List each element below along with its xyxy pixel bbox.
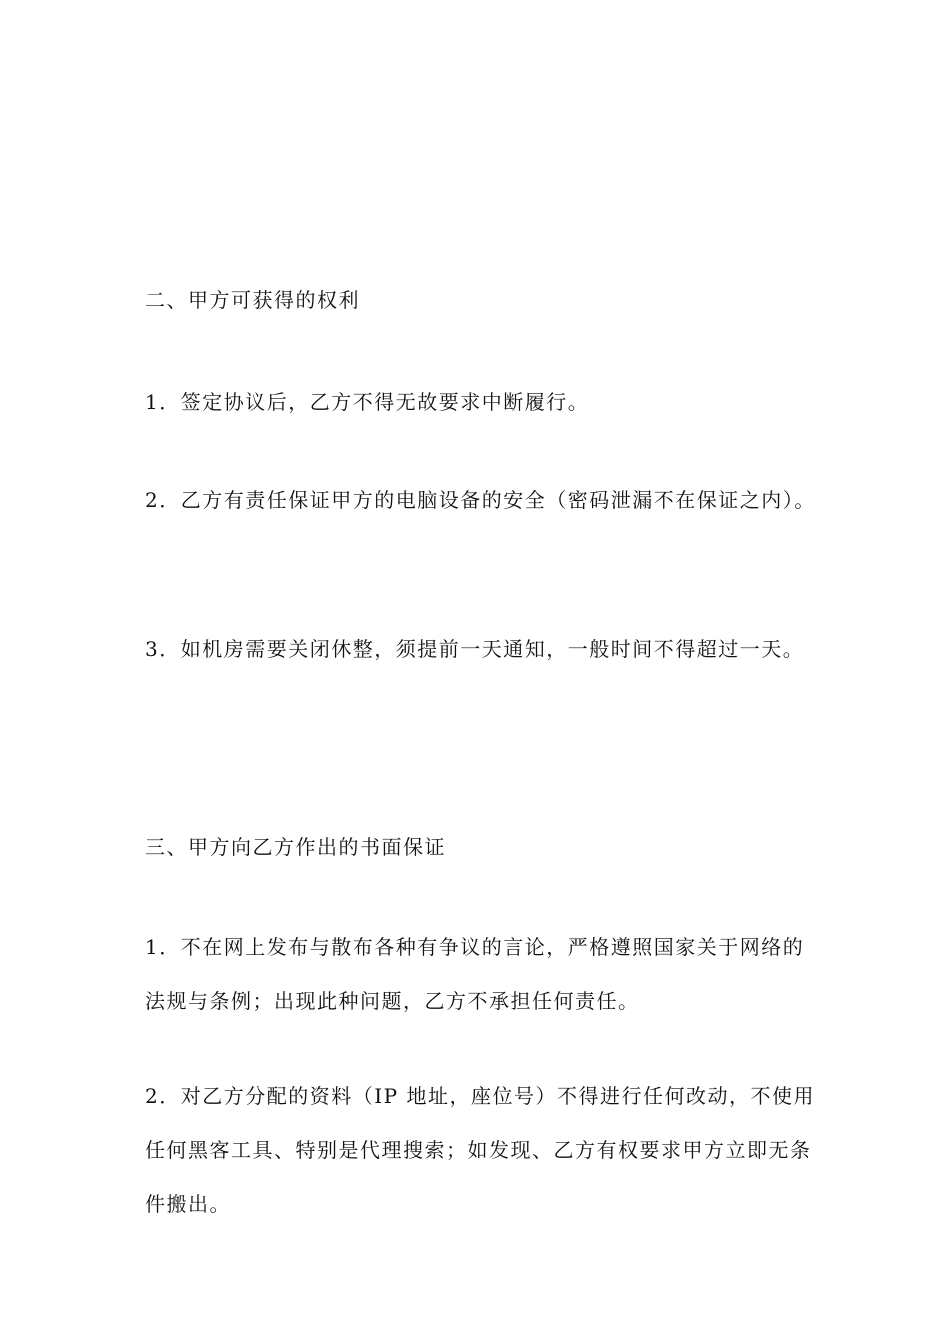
section-2-item-1: 1．签定协议后，乙方不得无故要求中断履行。 xyxy=(145,390,590,414)
section-3-item-2: 2．对乙方分配的资料（IP 地址，座位号）不得进行任何改动，不使用任何黑客工具、特别是代理搜索；如发现、乙方有权要求甲方立即无条件搬出。 xyxy=(145,1084,815,1216)
section-2-item-3: 3．如机房需要关闭休整，须提前一天通知，一般时间不得超过一天。 xyxy=(145,637,805,661)
section-2-item-2: 2．乙方有责任保证甲方的电脑设备的安全（密码泄漏不在保证之内）。 xyxy=(145,488,816,512)
section-3-heading: 三、甲方向乙方作出的书面保证 xyxy=(145,835,446,859)
section-2-heading: 二、甲方可获得的权利 xyxy=(145,288,360,312)
section-3-item-1: 1．不在网上发布与散布各种有争议的言论，严格遵照国家关于网络的法规与条例；出现此种问题，乙方不承担任何责任。 xyxy=(145,935,805,1013)
